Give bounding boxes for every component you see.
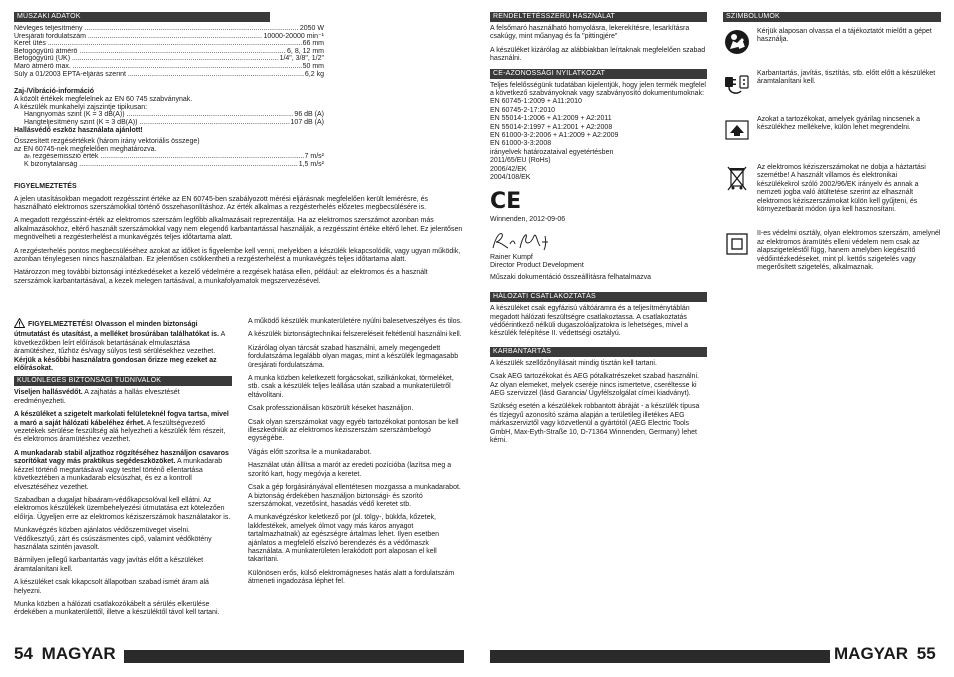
ce-standard-line: irányelvek határozataival egyetértésben bbox=[490, 148, 614, 156]
ce-intro: Teljes felelősségünk tudatában kijelentjük, hogy jelen termék megfelel a következő szabványoknak vagy szabványosító dokumentumoknak: bbox=[490, 81, 706, 98]
safety-paragraph: A készülék biztonságtechnikai felszereléseit feltétlenül használni kell. bbox=[248, 331, 462, 339]
safety-paragraph: Munka közben a hálózati csatlakozókábelt a sérülés elkerülése érdekében a munkaterülettől, illetve a készüléktől távol kell tartani. bbox=[14, 600, 220, 617]
safety-paragraph: Csak a gép forgásirányával ellentétesen mozgassa a munkadarabot. A biztonság érdekében használjon biztonsági- és szorító szerszámokat, vezetősínt, hasadás védő keretet stb. bbox=[248, 484, 461, 508]
usage-paragraph: A készüléket kizárólag az alábbiakban leírtaknak megfelelően szabad használni. bbox=[490, 46, 706, 63]
safety-paragraph: A készüléket csak kikapcsolt állapotban szabad ismét áram alá helyezni. bbox=[14, 579, 209, 595]
ear-protection-note: Hallásvédő eszköz használata ajánlott! bbox=[14, 126, 143, 134]
safety-paragraph: Szabadban a dugaljat hibaáram-védőkapcsolóval kell ellátni. Az elektromos készülékek üzembehelyezési útmutatása ezt kötelezően előírja. Ügyeljen erre az elektromos kéziszerszámok használatakor is. bbox=[14, 496, 231, 521]
maintenance-paragraph: Csak AEG tartozékokat és AEG pótalkatrészeket szabad használni. Az olyan elemeket, melyek cseréje nincs ismertetve, cseréltesse ki AEG szervizzel (lásd Garancia/ Ügyfélszolgálat címei kiadványt). bbox=[490, 373, 699, 397]
noise-intro-2: A készülék munkahelyi zajszintje tipikusan: bbox=[14, 103, 148, 111]
safety-paragraph: Csak professzionálisan köszörült késeket használjon. bbox=[248, 405, 414, 413]
symbol-item bbox=[723, 70, 941, 98]
vibration-intro-2: az EN 60745-nek megfelelően meghatározva. bbox=[14, 145, 157, 153]
vibration-table bbox=[14, 153, 324, 168]
ce-standard-line: EN 61000-3-3:2008 bbox=[490, 140, 552, 148]
footer-bar-left bbox=[124, 650, 464, 663]
vibration-row: aₕ rezgésemisszió érték ..... 7 m/s² bbox=[14, 153, 324, 161]
safety-column-1 bbox=[14, 318, 232, 623]
noise-row: Hangteljesítmény szint (K = 3 dB(A)) ..... 107 dB (A) bbox=[14, 119, 324, 127]
ce-standard-line: EN 55014-1:2006 + A1:2009 + A2:2011 bbox=[490, 115, 612, 123]
signatory-name: Rainer Kumpf bbox=[490, 253, 533, 261]
ce-date: Winnenden, 2012-09-06 bbox=[490, 215, 566, 223]
warning-paragraph: A jelen utasításokban megadott rezgésszint értéke az EN 60745-ben szabályozott mérési eljárásnak megfelelően került lemérésre, és használható elektromos szerszámokkal történő összehasonlításhoz. Az érték alkalmas a rezgésterhelés előzetes megbecsülésére is. bbox=[14, 195, 429, 211]
page-number-left: 54 MAGYAR bbox=[14, 644, 116, 663]
right-page bbox=[477, 0, 954, 677]
ce-declaration-header: CE-AZONOSSÁGI NYILATKOZAT bbox=[490, 69, 707, 79]
safety-paragraph: Vágás előtt szorítsa le a munkadarabot. bbox=[248, 448, 372, 456]
mains-connection-header: HÁLÓZATI CSATLAKOZTATÁS bbox=[490, 292, 707, 302]
symbol-description: Kérjük alaposan olvassa el a tájékoztatót mielőtt a gépet használja. bbox=[757, 28, 932, 44]
tech-row: Befogógyűrű átmérő ..... 6, 8, 12 mm bbox=[14, 48, 324, 56]
signature bbox=[490, 230, 707, 252]
safety-paragraph: Használat után állítsa a marót az eredeti pozícióba (lazítsa meg a szorító kart, hogy megóvja a keretet. bbox=[248, 462, 452, 478]
vibration-row: K bizonytalanság ..... 1,5 m/s² bbox=[14, 161, 324, 169]
symbols-column bbox=[723, 12, 941, 284]
maintenance-paragraph: Szükség esetén a készülékek robbantott ábráját - a készülék típusa és tízjegyű azonosító száma alapján a területileg illetékes AEG márkaszerviztől vagy közvetlenül a gyártótól (AEG Electric Tools GmbH, Max-Eyth-Straße 10, D-71364 Winnenden, Germany) lehet kérni. bbox=[490, 403, 700, 444]
tech-row: Súly a 01/2003 EPTA-eljárás szerint ..... 6,2 kg bbox=[14, 71, 324, 79]
safety-paragraph: Csak olyan szerszámokat vagy egyéb tartozékokat pontosan be kell illeszkedniük az elektromos kéziszerszám szerszámbefogó egységébe. bbox=[248, 418, 459, 443]
safety-paragraph: A munkadarab stabil aljzathoz rögzítéséhez használjon csavaros szorítókat vagy más praktikus segédeszközöket. A munkadarab kézzel történő megtartásával vagy testtel történő ellentartása következtében a munkadarab elcsúszhat, és ez a kontroll elvesztéséhez vezethet. bbox=[14, 449, 229, 491]
ce-standard-line: EN 60745-2-17:2010 bbox=[490, 106, 555, 114]
authorization-note: Műszaki dokumentáció összeállításra felhatalmazva bbox=[490, 273, 652, 281]
maintenance-paragraph: A készülék szellőzőnyílásait mindig tisztán kell tartani. bbox=[490, 359, 657, 367]
usage-paragraph: A felsőmaró használható hornyolásra, lekerekítésre, lesarkításra csakúgy, mint műanyag és fa "pittingjére" bbox=[490, 25, 690, 41]
safety-paragraph: Bármilyen jellegű karbantartás vagy javítás előtt a készüléket áramtalanítani kell. bbox=[14, 557, 204, 573]
symbol-item bbox=[723, 28, 941, 56]
footer-bar-right bbox=[490, 650, 830, 663]
mains-paragraph: A készüléket csak egyfázisú váltóáramra és a teljesítménytáblán megadott hálózati feszültségre csatlakoztassa. A csatlakoztatás védőérintkező nélküli dugaszolóaljzatokra is lehetséges, mivel a készülék felépítése II. védettségi osztályú. bbox=[490, 305, 690, 338]
ce-standard-line: EN 55014-2:1997 + A1:2001 + A2:2008 bbox=[490, 123, 613, 131]
warning-title: FIGYELMEZTETÉS bbox=[14, 182, 77, 190]
tech-row: Névleges teljesítmény ..... 2050 W bbox=[14, 25, 324, 33]
symbol-description: Karbantartás, javítás, tisztítás, stb. előtt előtt a készüléket áramtalanítani kell. bbox=[757, 70, 936, 86]
tech-data-section bbox=[14, 12, 464, 291]
class-ii-icon bbox=[723, 230, 751, 258]
safety-paragraph: Különösen erős, külső elektromágneses hatás alatt a fordulatszám átmeneti ingadozása léphet fel. bbox=[248, 569, 455, 586]
symbol-description: Azokat a tartozékokat, amelyek gyárilag nincsenek a készülékhez mellékelve, külön lehet megrendelni. bbox=[757, 116, 921, 132]
tech-row: Befogógyűrű (UK) ..... 1/4", 3/8", 1/2" bbox=[14, 55, 324, 63]
accessories-icon bbox=[723, 116, 751, 144]
symbol-description: II-es védelmi osztály, olyan elektromos szerszám, amelynél az elektromos áramütés elleni védelem nem csak az alapszigeteléstől függ, hanem amelyben kiegészítő védőintézkedéseket, mint pl. kettős szigetelés vagy megerősített szigetelés, alkalmaznak. bbox=[757, 230, 941, 272]
vibration-intro-1: Összesített rezgésértékek (három irány vektoriális összege) bbox=[14, 138, 200, 146]
safety-column-2 bbox=[248, 318, 464, 592]
noise-title: Zaj-/Vibráció-információ bbox=[14, 88, 94, 96]
ce-mark: CE bbox=[490, 188, 522, 214]
warning-paragraph: A rezgésterhelés pontos megbecsüléséhez azokat az időket is figyelembe kell venni, melyekben a készülék lekapcsolódik, vagy ugyan működik, azonban ténylegesen nincs használatban. Ez jelentősen csökkentheti a rezgésterhelést a munkavégzés teljes időtartama alatt. bbox=[14, 247, 461, 263]
warning-triangle-icon bbox=[14, 318, 25, 331]
ce-standard-line: 2011/65/EU (RoHs) bbox=[490, 157, 551, 165]
maintenance-header: KARBANTARTÁS bbox=[490, 347, 707, 357]
intended-use-header: RENDELTETÉSSZERŰ HASZNÁLAT bbox=[490, 12, 707, 22]
general-warning: FIGYELMEZTETÉS! Olvasson el minden biztonsági útmutatást és utasítást, a melléket brosúrában találhatókat is. A következőkben leírt előírások betartásának elmulasztása áramütéshez, tűzhöz és/vagy súlyos testi sérülésekhez vezethet. Kérjük a későbbi használatra gondosan őrizze meg ezeket az előírásokat. bbox=[14, 318, 232, 373]
tech-row: Maró átmérő max. ..... 50 mm bbox=[14, 63, 324, 71]
tech-data-table bbox=[14, 25, 324, 78]
safety-paragraph: Kizárólag olyan tárcsát szabad használni, amely megengedett fordulatszáma legalább olyan magas, mint a készülék legmagasabb üresjárati fordulatszáma. bbox=[248, 344, 459, 369]
tech-data-header: MŰSZAKI ADATOK bbox=[14, 12, 270, 22]
safety-paragraph: Munkavégzés közben ajánlatos védőszemüveget viselni. Védőkesztyű, zárt és csúszásmentes cipő, valamint védőkötény használata szintén javasolt. bbox=[14, 527, 212, 551]
ce-standard-line: EN 60745-1:2009 + A11:2010 bbox=[490, 98, 582, 106]
symbol-item bbox=[723, 116, 941, 144]
ce-standard-line: 2006/42/EK bbox=[490, 165, 527, 173]
manual-reader-icon bbox=[723, 28, 751, 56]
tech-row: Üresjárati fordulatszám ..... 10000-20000 min⁻¹ bbox=[14, 33, 324, 41]
ce-standard-line: 2004/108/EK bbox=[490, 174, 531, 182]
warning-paragraph: A megadott rezgésszint-érték az elektromos szerszám legfőbb alkalmazásait reprezentálja. Ha az elektromos szerszámot azonban más alkalmazásokhoz, eltérő használt szerszámokkal vagy nem elegendő karbantartással használják, a rezgésszint értéke eltérő lehet. Ez jelentősen megnövelheti a rezgésterhelést a munkavégzés teljes időtartama alatt. bbox=[14, 217, 463, 242]
crossed-bin-icon bbox=[723, 164, 751, 192]
signatory-title: Director Product Development bbox=[490, 262, 584, 270]
right-column-1 bbox=[490, 12, 707, 450]
warning-paragraph: Határozzon meg további biztonsági intézkedéseket a kezelő védelmére a rezgések hatása ellen, például: az elektromos és a használt szerszámok karbantartásával, a kezek melegen tartásával, a munkafolyamatok megszervezésével. bbox=[14, 269, 428, 285]
page-number-right: MAGYAR 55 bbox=[834, 644, 936, 663]
safety-paragraph: A munkavégzéskor keletkező por (pl. tölgy-, bükkfa, kőzetek, lakkfestékek, amelyek ólmot vagy más káros anyagot tartalmazhatnak) az egészségre ártalmas lehet. Ilyen esetben ajánlatos a megfelelő elszívó berendezés és a védőmaszk használata. A munkaterületen lerakódott port alaposan el kell takarítani. bbox=[248, 514, 440, 564]
safety-paragraph: A készüléket a szigetelt markolati felületeknél fogva tartsa, mivel a maró a saját hálózati kábeléhez érhet. A feszültségvezető vezetékek sérülése feszültség alá helyezheti a készülék fém részeit, és elektromos áramütéshez vezethet. bbox=[14, 411, 229, 444]
safety-paragraph: A működő készülék munkaterületére nyúlni balesetveszélyes és tilos. bbox=[248, 318, 462, 325]
noise-table bbox=[14, 111, 324, 126]
unplug-icon bbox=[723, 70, 751, 98]
safety-paragraph: Viseljen hallásvédőt. A zajhatás a hallás elvesztését eredményezheti. bbox=[14, 389, 180, 405]
symbol-item bbox=[723, 230, 941, 272]
special-safety-header: KÜLÖNLEGES BIZTONSÁGI TUDNIVALÓK bbox=[14, 376, 232, 386]
noise-row: Hangnyomás szint (K = 3 dB(A)) ..... 96 dB (A) bbox=[14, 111, 324, 119]
tech-row: Keret ütés ..... 66 mm bbox=[14, 40, 324, 48]
ce-standard-line: EN 61000-3-2:2006 + A1:2009 + A2:2009 bbox=[490, 132, 619, 140]
symbols-header: SZIMBÓLUMOK bbox=[723, 12, 941, 22]
safety-paragraph: A munka közben keletkezett forgácsokat, szilkánkokat, törmeléket, stb. csak a készülék teljes leállása után szabad a munkaterületről eltávolítani. bbox=[248, 375, 454, 399]
symbol-description: Az elektromos kéziszerszámokat ne dobja a háztartási szemétbe! A használt villamos és elektronikai készülékekrol szóló 2002/96/EK irányelv és annak a nemzeti jogba való átültetése szerint az elhasznált elektromos kéziszerszámokat külön kell gyűjteni, és környezetbarát módon újra kell hasznosítani. bbox=[757, 164, 926, 214]
noise-intro-1: A közölt értékek megfelelnek az EN 60 745 szabványnak. bbox=[14, 96, 193, 104]
symbol-item bbox=[723, 164, 941, 214]
